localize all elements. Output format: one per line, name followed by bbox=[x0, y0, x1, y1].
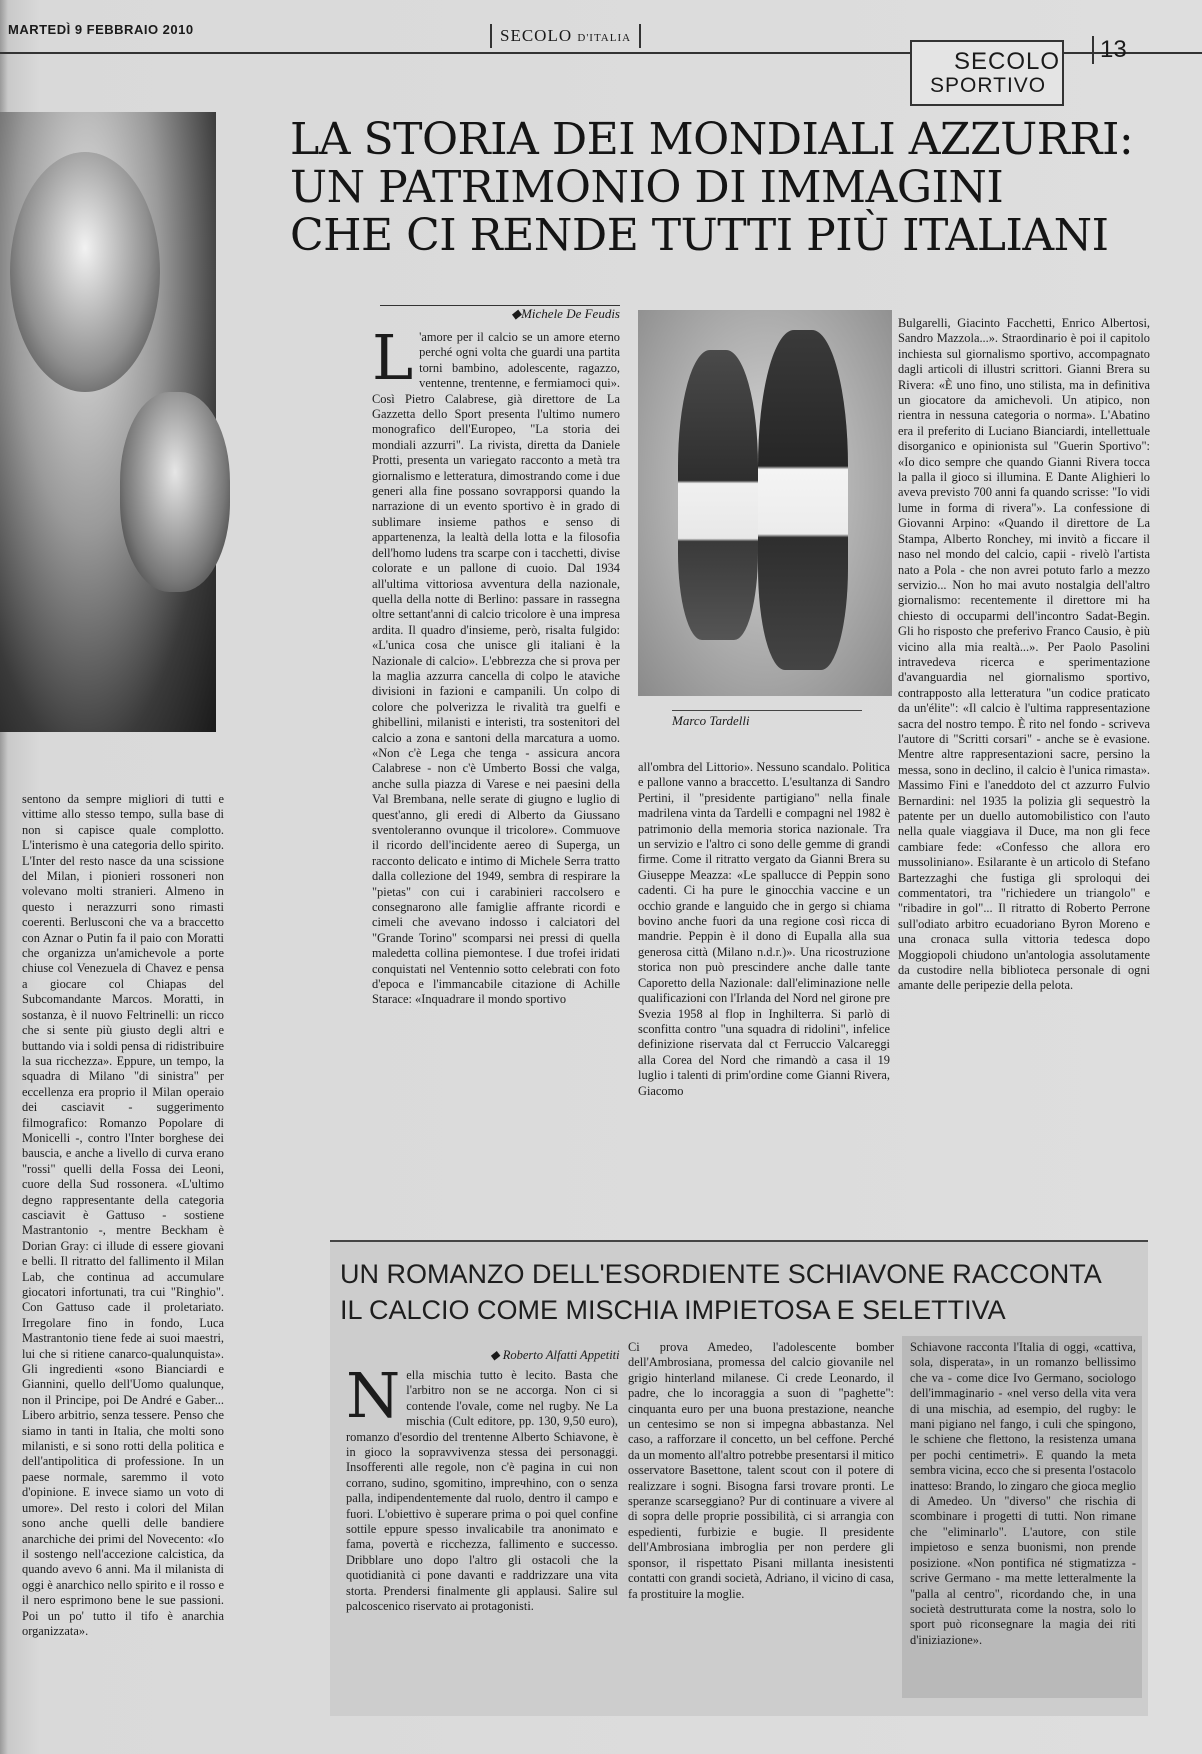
article-text-col3: Bulgarelli, Giacinto Facchetti, Enrico Albertosi, Sandro Mazzola...». Straordinario è poi il capitolo inchiesta sul giornalismo sportivo, accompagnato dagli articoli di illustri scrittori. Gianni Brera su Rivera: «È uno fino, uno stilista, ma in definitiva un giocatore da amichevoli. Un atipico, non rientra in nessuna categoria o norma». L'Abatino era il preferito di Luciano Bianciardi, intellettuale disorganico e opinionista sul "Guerin Sportivo": «Io dico sempre che quando Gianni Rivera tocca la palla il gioco si illumina. E Dante Alighieri lo aveva previsto 700 anni fa quando scrisse: "Io vidi lume in forma di rivera"». La confessione di Giovanni Arpino: «Quando il direttore de La Stampa, Alberto Ronchey, mi invitò a ficcare il naso nel mondo del calcio, capii - rivelò l'artista nato a Pola - che non avrei potuto farlo a mezzo servizio... Non ho mai avuto nostalgia dell'altro giornalismo: recentemente il direttore mi ha chiesto di occuparmi dell'incontro Sadat-Begin. Gli ho risposto che preferivo Franco Causio, è più vicino alla mia realtà...». Per Paolo Pasolini intravedeva ricerca e sperimentazione d'avanguardia nel giornalismo sportivo, contrapposto alla letteratura "un codice praticato da un'élite": «Il calcio è l'ultima rappresentazione sacra del nostro tempo. È rito nel fondo - scriveva l'autore di "Scritti corsari" - anche se è evasione. Mentre altre rappresentazioni sacre, persino la messa, sono in declino, il calcio è l'unica rimasta». Massimo Fini e l'aneddoto del ct azzurro Fulvio Bernardini: nel 1935 la polizia gli sequestrò la patente per un duello automobilistico con l'auto nella quale viaggiava il Duce, ma non gli fece cambiare fede: «Confesso che allora ero mussoliniano». Esilarante è un articolo di Stefano Bartezzaghi che fustiga gli sproloqui dei commentatori, tra "richiedere un triangolo" e "ribadire in gol"... Il ritratto di Roberto Perrone sull'odiato arbitro ecuadoriano Byron Moreno e una cronaca sulla vittoria tedesca dopo Moggiopoli chiudono un'antologia assolutamente da custodire nella biblioteca personale di ogni amante delle peripezie della pelota. bbox=[898, 316, 1150, 993]
review-headline bbox=[340, 1256, 1140, 1328]
left-sidebar-column bbox=[22, 792, 224, 1708]
photo-player-2 bbox=[758, 330, 848, 670]
review-column-2 bbox=[628, 1340, 894, 1708]
photo-face-2 bbox=[120, 392, 230, 592]
review-text-col3: Schiavone racconta l'Italia di oggi, «cattiva, sola, disperata», in un romanzo bellissimo che va - come dice Ivo Germano, sociologo dell'immaginario - «nel verso della vita vera di una mischia, ad esempio, del rugby: le mani pigiano nel fango, i culi che spingono, le schiene che flettono, la resistenza umana per pochi centimetri». E quando la meta sembra vicina, ecco che si presenta l'ostacolo inatteso: Brando, lo zingaro che gioca meglio di Amedeo. Un "diverso" che rischia di scombinare i progetti di tutti. Non rimane che "eliminarlo". L'autore, con stile impietoso e senza buonismi, non prende posizione. «Non pontifica né stigmatizza - scrive Germano - ma mette letteralmente la "palla al centro", ricordando che, in una società destrutturata come la nostra, solo lo sport può riconsegnare la magia dei riti d'iniziazione». bbox=[910, 1340, 1136, 1647]
review-column-3 bbox=[910, 1340, 1136, 1696]
article-headline bbox=[290, 116, 1170, 260]
review-headline-line: IL CALCIO COME MISCHIA IMPIETOSA E SELETTIVA bbox=[340, 1295, 1006, 1325]
headline-line: LA STORIA DEI MONDIALI AZZURRI: bbox=[290, 114, 1134, 165]
section-label bbox=[910, 40, 1064, 106]
article-column-3 bbox=[898, 316, 1150, 1222]
headline-line: CHE CI RENDE TUTTI PIÙ ITALIANI bbox=[290, 210, 1109, 261]
tardelli-photo bbox=[638, 310, 892, 696]
review-dropcap: N bbox=[346, 1368, 401, 1432]
article-byline: ◆Michele De Feudis bbox=[380, 305, 620, 322]
photo-caption: Marco Tardelli bbox=[672, 710, 862, 729]
left-sidebar-text: sentono da sempre migliori di tutti e vittime allo stesso tempo, sulla base di non si capisce quale complotto. L'interismo è una categoria dello spirito. L'Inter del resto nasce da una scissione del Milan, i pionieri rossoneri non volevano molti stranieri. Almeno in questo i nerazzurri sono rimasti coerenti. Berlusconi che va a braccetto con Aznar o Putin fa il paio con Moratti che organizza un'amichevole a porte chiuse col Venezuela di Chavez e pensa a giocare col Chiapas del Subcomandante Marcos. Moratti, in sostanza, è il nuovo Feltrinelli: un ricco che si sente più giusto degli altri e buttando via i soldi pensa di ridistribuire la sua ricchezza». Eppure, un tempo, la squadra di Milano "di sinistra" per eccellenza era proprio il Milan operaio dei casciavit - suggerimento filmografico: Romanzo Popolare di Monicelli -, contro l'Inter borghese dei bauscia, e anche a livello di curva erano "rossi" quelli della Fossa dei Leoni, cuore della Sud rossonera. «L'ultimo degno rappresentante della categoria casciavit è Gattuso - sostiene Mastrantonio -, mentre Beckham è Dorian Gray: ci illude di essere giovani e belli. Il ritratto del fallimento il Milan Lab, che continua ad accumulare giocatori infortunati, tra cui "Ringhio". Con Gattuso cade il proletariato. Irregolare fino in fondo, Luca Mastrantonio tiene fede ai suoi maestri, lui che si ritiene canarco-qualunquista». Gli ingredienti «sono Bianciardi e Giannini, quello dell'Uomo qualunque, non il Principe, poi De André e Gaber... Libero arbitrio, senza tessere. Penso che siamo in tanti in Italia, che molti sono milanisti, e si sono rotti della politica e dell'antipolitica di professione. In un paese normale, saremmo il voto d'opinione. E invece siamo un voto di umore». Del resto i colori del Milan sono anche quelli delle bandiere anarchiche dei primi del Novecento: «Io il sostengo nell'accezione calcistica, da quando avevo 6 anni. Ma il milanista di oggi è anarchico nello spirito e il rosso e il nero esprimono bene le sue passioni. Poi un po' tutto il tifo è anarchia organizzata». bbox=[22, 792, 224, 1638]
masthead bbox=[490, 24, 641, 48]
review-text-col1: ella mischia tutto è lecito. Basta che l'arbitro non se ne accorga. Non ci si contende l'ovale, come nel rugby. Ne La mischia (Cult editore, pp. 130, 9,50 euro), romanzo d'esordio del trentenne Alberto Schiavone, è in gioco la sopravvivenza stessa dei personaggi. Insofferenti alle regole, non c'è pagina in cui non corrano, sudino, sgomitino, impreчhino, con o senza palla, indipendentemente dal ruolo, dentro il campo e fuori. L'obiettivo è superare prima o poi quel confine sottile eppure spesso invalicabile tra anonimato e fama, povertà e ricchezza, fallimento e successo. Dribblare uno dopo l'altro gli ostacoli che la quotidianità ci pone davanti e raddrizzare una vita storta. Prendersi finalmente gli applausi. Salire sul palcoscenico riservato ai protagonisti. bbox=[346, 1368, 618, 1614]
article-text-col2: all'ombra del Littorio». Nessuno scandalo. Politica e pallone vanno a braccetto. L'esultanza di Sandro Pertini, il "presidente partigiano" nella finale madrilena vinta da Tardelli e compagni nel 1982 è patrimonio della memoria storica nazionale. Tra un servizio e l'altro ci sono delle gemme di grandi firme. Come il ritratto vergato da Gianni Brera su Giuseppe Meazza: «Le spallucce di Peppin sono cadenti. Ci ha pure le ginocchia vaccine e un occhio grande e languido che in gergo si chiama bovino anche fuori da una regione così ricca di mandrie. Peppin è il dono di Eupalla alla sua generosa città (Milano n.d.r.)». Una ricostruzione storica non può prescindere anche dalle tante Caporetto della Nazionale: dall'eliminazione nelle qualificazioni con l'Irlanda del Nord nel girone pre Svezia 1958 al flop in Inghilterra. Si parlò di sconfitta contro "una squadra di ridolini", infelice definizione riservata dal ct Ferruccio Valcareggi alla Corea del Nord che rimandò a casa il 19 luglio i talenti di prim'ordine come Gianni Rivera, Giacomo bbox=[638, 760, 890, 1098]
review-text-col2: Ci prova Amedeo, l'adolescente bomber dell'Ambrosiana, promessa del calcio giovanile nel grigio hinterland milanese. Ci crede Leonardo, il padre, che lo incoraggia a suon di "paghette": cinquanta euro per una buona prestazione, neanche un centesimo se non si impegna abbastanza. Nel caso, a rafforzare il concetto, un bel ceffone. Perché da un momento all'altro potrebbe presentarsi il mitico osservatore Basettone, talent scout con il potere di realizzare i sogni. Bisogna farsi trovare pronti. Le speranze scarseggiano? Pur di continuare a vivere al di sopra delle proprie possibilità, ci si arrangia con espedienti, furbizie e bugie. Il presidente dell'Ambrosiana imbroglia per non perdere gli sponsor, il rispettato Pisani millanta inesistenti contatti con grandi società, Adriano, il vicino di casa, fa prostituire la moglie. bbox=[628, 1340, 894, 1601]
photo-face-1 bbox=[10, 152, 160, 392]
masthead-name: SECOLO bbox=[500, 26, 573, 45]
issue-date: MARTEDÌ 9 FEBBRAIO 2010 bbox=[8, 22, 194, 37]
article-column-2 bbox=[638, 760, 890, 1204]
section-label-line1: SECOLO bbox=[954, 48, 1061, 75]
dropcap: L bbox=[372, 330, 414, 394]
article-text-col1: 'amore per il calcio se un amore eterno perché ogni volta che guardi una partita torni bambino, adolescente, ragazzo, ventenne, trentenne, e fermiamoci qui». Così Pietro Calabrese, già direttore de La Gazzetta dello Sport presenta l'ultimo numero monografico dell'Europeo, "La storia dei mondiali azzurri". La rivista, diretta da Daniele Protti, presenta un variegato racconto a metà tra giornalismo e letteratura, dimostrando come i due generi alla fine possano sovrapporsi quando la narrazione di un evento sportivo è in grado di sublimare insieme pathos e senso di appartenenza, la lealtà della lotta e la filosofia dell'homo ludens tra scarpe con i tacchetti, divise colorate e un pallone di cuoio. Dal 1934 all'ultima vittoriosa avventura della nazionale, quella della notte di Berlino: passare in rassegna oltre settant'anni di calcio tricolore è una impresa ardita. Il quadro d'insieme, però, risalta fulgido: «L'unica cosa che unisce gli italiani è la Nazionale di calcio». L'ebbrezza che si prova per la maglia azzurra cancella di colpo le ataviche divisioni in fazioni e campanili. Un colpo di colore che polverizza le rivalità tra guelfi e ghibellini, milanisti e interisti, tra sostenitori del calcio a zona e santoni della marcatura a uomo. «Non c'è Lega che tenga - assicura ancora Calabrese - non c'è Umberto Bossi che valga, anche sulla piazza di Varese e nei paesini della Val Brembana, nelle serate di giugno e luglio di quest'anno, gli eredi di Alberto da Giussano sventoleranno ovunque il tricolore». Commuove il ricordo dell'incidente aereo di Superga, un racconto delicato e intimo di Michele Serra tratto dalla collezione del 1949, sembra di respirare la "pietas" con cui i carabinieri raccolsero e consegnarono alle famiglie affrante ricordi e cimeli che avevano indosso i calciatori del "Grande Torino" scomparsi nei pressi di quella maledetta collina piemontese. I due trofei iridati conquistati nel Ventennio sotto celebrati con foto d'epoca e l'immancabile citazione di Achille Starace: «Inquadrare il mondo sportivo bbox=[372, 330, 620, 1007]
photo-player-1 bbox=[678, 350, 758, 640]
review-column-1 bbox=[346, 1368, 618, 1708]
masthead-suffix: D'ITALIA bbox=[577, 32, 632, 44]
page-number: 13 bbox=[1092, 36, 1127, 64]
headline-line: UN PATRIMONIO DI IMMAGINI bbox=[290, 162, 1004, 213]
section-label-line2: SPORTIVO bbox=[930, 74, 1047, 97]
article-column-1 bbox=[372, 330, 620, 1230]
review-byline: ◆ Roberto Alfatti Appetiti bbox=[490, 1348, 620, 1362]
review-headline-line: UN ROMANZO DELL'ESORDIENTE SCHIAVONE RACCONTA bbox=[340, 1259, 1102, 1289]
left-photo bbox=[0, 112, 216, 732]
